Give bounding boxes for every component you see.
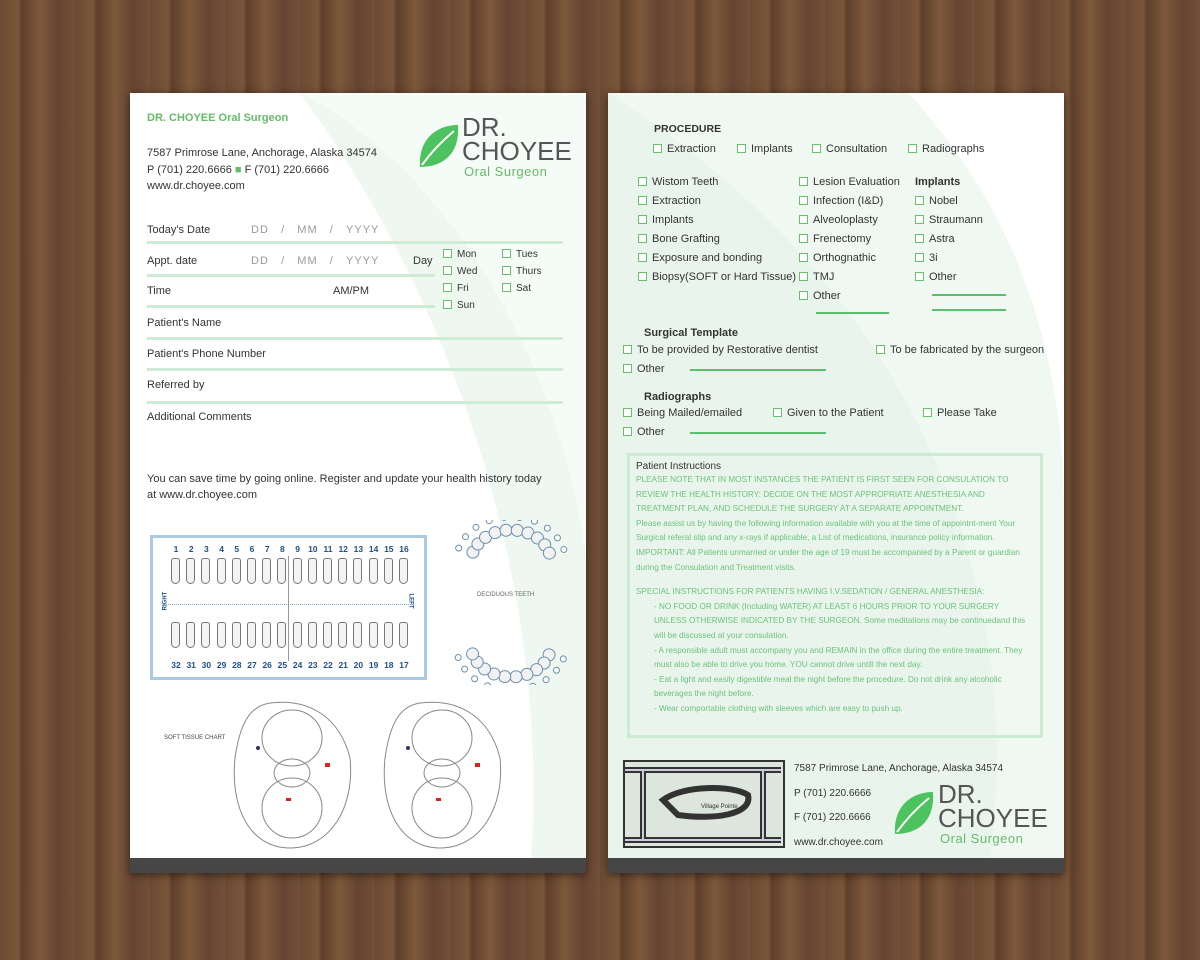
time-label: Time: [147, 285, 172, 297]
checkbox[interactable]: [799, 177, 808, 186]
tooth-number[interactable]: 21: [338, 660, 348, 670]
deciduous-marker-icon[interactable]: [561, 546, 567, 552]
instr-p2: Please assist us by having the following information available with you at the time of appointnt-ment Your Surgical referal slip and any x-rays if applicable, a List of medications, insurance policy information.: [636, 518, 1016, 543]
tooth-icon[interactable]: [201, 622, 210, 648]
tooth-number[interactable]: 24: [292, 660, 303, 670]
deciduous-teeth-chart: [448, 520, 574, 685]
ampm-label[interactable]: AM/PM: [333, 285, 370, 297]
bottom-strip: [608, 858, 1064, 873]
todays-date-label: Today's Date: [147, 224, 211, 236]
checkbox[interactable]: [737, 144, 746, 153]
tooth-icon[interactable]: [308, 622, 317, 648]
referred-by-field[interactable]: [147, 401, 563, 404]
tooth-number[interactable]: 12: [338, 544, 348, 554]
address: 7587 Primrose Lane, Anchorage, Alaska 34574: [147, 147, 377, 159]
patient-phone-label: Patient's Phone Number: [147, 348, 266, 360]
bottom-strip: [130, 858, 586, 873]
patient-instructions: [627, 453, 1043, 738]
divider: [147, 241, 563, 244]
radiograph-option[interactable]: Given to the Patient: [773, 407, 884, 419]
logo-subtitle: Oral Surgeon: [464, 164, 548, 179]
tooth-icon[interactable]: [171, 558, 180, 584]
leaf-logo-icon: [418, 123, 460, 169]
radiographs-heading: Radiographs: [644, 391, 712, 403]
checkbox[interactable]: [623, 408, 632, 417]
tooth-icon[interactable]: [247, 558, 256, 584]
svg-text:Village Pointe: Village Pointe: [701, 804, 738, 810]
tooth-number[interactable]: 20: [353, 660, 364, 670]
fax: F (701) 220.6666: [794, 812, 871, 823]
phone-fax: [147, 164, 329, 176]
deciduous-tooth-icon[interactable]: [489, 527, 501, 539]
deciduous-marker-icon[interactable]: [456, 545, 462, 551]
day-tues[interactable]: Tues: [502, 249, 538, 260]
day-thurs[interactable]: Thurs: [502, 266, 542, 277]
tooth-icon[interactable]: [308, 558, 317, 584]
deciduous-marker-icon[interactable]: [560, 656, 566, 662]
day-wed[interactable]: Wed: [443, 266, 477, 277]
surgical-template-heading: Surgical Template: [644, 327, 738, 339]
tooth-number[interactable]: 26: [262, 660, 272, 670]
deciduous-label: DECIDUOUS TEETH: [477, 592, 535, 598]
tooth-icon[interactable]: [399, 622, 408, 648]
appointment-card-back: [608, 93, 1064, 873]
day-mon[interactable]: Mon: [443, 249, 476, 260]
divider: [147, 305, 435, 308]
checkbox[interactable]: [915, 215, 924, 224]
tooth-number[interactable]: 4: [219, 544, 224, 554]
tooth-number[interactable]: 9: [295, 544, 300, 554]
tooth-icon[interactable]: [338, 558, 347, 584]
deciduous-marker-icon[interactable]: [531, 520, 537, 524]
tooth-icon[interactable]: [384, 622, 393, 648]
tooth-number[interactable]: 19: [368, 660, 379, 670]
deciduous-tooth-icon[interactable]: [521, 668, 533, 680]
checkbox[interactable]: [915, 196, 924, 205]
checkbox[interactable]: [638, 234, 647, 243]
tooth-icon[interactable]: [217, 622, 226, 648]
implant-other-line[interactable]: [932, 294, 1006, 296]
tooth-number[interactable]: 25: [277, 660, 288, 670]
deciduous-tooth-icon[interactable]: [500, 524, 512, 536]
brand-title: DR. CHOYEE Oral Surgeon: [147, 112, 289, 124]
deciduous-marker-icon[interactable]: [553, 667, 559, 673]
right-label: RIGHT: [162, 591, 169, 611]
tooth-number[interactable]: 14: [368, 544, 379, 554]
tooth-number[interactable]: 10: [308, 544, 318, 554]
deciduous-tooth-icon[interactable]: [511, 524, 523, 536]
procedure-option[interactable]: Consultation: [812, 143, 887, 155]
patient-phone-field[interactable]: [147, 368, 563, 371]
radiograph-option[interactable]: Being Mailed/emailed: [623, 407, 742, 419]
deciduous-marker-icon[interactable]: [543, 677, 549, 683]
tooth-number[interactable]: 31: [186, 660, 196, 670]
deciduous-marker-icon[interactable]: [463, 534, 469, 540]
radiograph-option[interactable]: Other: [623, 426, 665, 438]
patient-name-field[interactable]: [147, 337, 563, 340]
checkbox[interactable]: [915, 272, 924, 281]
checkbox[interactable]: [653, 144, 662, 153]
instr-p1: PLEASE NOTE THAT IN MOST INSTANCES THE PATIENT IS FIRST SEEN FOR CONSULATION TO REVIEW THE HEALTH HISTORY: DECIDE ON THE MOST APPROPRIATE ANESTHESIA AND TREATMENT PLAN, AND SCHEDULE THE SURGERY AT A SEPARATE APPOINTMENT.: [636, 475, 1009, 514]
comments-label: Additional Comments: [147, 411, 252, 423]
tooth-icon[interactable]: [232, 558, 241, 584]
surgical-template-option[interactable]: Other: [623, 363, 665, 375]
rad-other-line[interactable]: [690, 432, 826, 434]
soft-tissue-label: SOFT TISSUE CHART: [164, 735, 226, 741]
instr-p3: IMPORTANT: All Patients unmarried or under the age of 19 must be accompanied by a Parent or guardian during the Consulation and Treatment visits.: [636, 547, 1020, 572]
fax: F (701) 220.6666: [244, 164, 329, 176]
procedure-item[interactable]: Bone Grafting: [638, 233, 720, 245]
patient-name-label: Patient's Name: [147, 317, 222, 329]
deciduous-marker-icon[interactable]: [554, 535, 560, 541]
procedure-option[interactable]: Radiographs: [908, 143, 984, 155]
implant-other-line-2[interactable]: [932, 309, 1006, 311]
tooth-icon[interactable]: [353, 622, 362, 648]
checkbox[interactable]: [812, 144, 821, 153]
tooth-number[interactable]: 3: [204, 544, 209, 554]
online-note: You can save time by going online. Register and update your health history today: [147, 473, 542, 485]
implants-heading: Implants: [915, 176, 961, 188]
deciduous-tooth-icon[interactable]: [510, 671, 522, 683]
phone: P (701) 220.6666: [147, 164, 232, 176]
todays-date-field[interactable]: DD / MM / YYYY: [251, 224, 380, 236]
tooth-number[interactable]: 22: [323, 660, 333, 670]
tooth-number[interactable]: 32: [171, 660, 181, 670]
tooth-icon[interactable]: [232, 622, 241, 648]
implant-option[interactable]: Straumann: [915, 214, 983, 226]
procedure-item[interactable]: Extraction: [638, 195, 701, 207]
logo-dr: DR.: [938, 779, 983, 809]
tooth-number[interactable]: 7: [264, 544, 270, 554]
deciduous-tooth-icon[interactable]: [467, 648, 479, 660]
deciduous-marker-icon[interactable]: [530, 683, 536, 685]
phone: P (701) 220.6666: [794, 788, 872, 799]
implant-option[interactable]: Nobel: [915, 195, 958, 207]
referred-by-label: Referred by: [147, 379, 205, 391]
deciduous-marker-icon[interactable]: [517, 520, 523, 521]
instr-p4: SPECIAL INSTRUCTIONS FOR PATIENTS HAVING I.V.SEDATION / GENERAL ANESTHESIA:: [636, 587, 985, 597]
divider: [147, 274, 435, 277]
instr-b4: - Wear comportable clothing with sleeves which are easy to push up.: [654, 703, 903, 713]
tooth-icon[interactable]: [293, 622, 302, 648]
checkbox[interactable]: [623, 364, 632, 373]
appointment-card-front: [130, 93, 586, 873]
leaf-logo-icon: [893, 790, 935, 836]
deciduous-marker-icon[interactable]: [473, 524, 479, 530]
tooth-number[interactable]: 17: [399, 660, 409, 670]
procedure-item[interactable]: Implants: [638, 214, 694, 226]
deciduous-tooth-icon[interactable]: [543, 547, 555, 559]
logo-subtitle: Oral Surgeon: [940, 831, 1024, 846]
tooth-icon[interactable]: [369, 622, 378, 648]
tooth-icon[interactable]: [262, 558, 271, 584]
tooth-icon[interactable]: [338, 622, 347, 648]
appt-date-field[interactable]: DD / MM / YYYY: [251, 255, 380, 267]
soft-tissue-chart: [230, 698, 520, 853]
checkbox[interactable]: [799, 291, 808, 300]
procedure-item[interactable]: Other: [799, 290, 841, 302]
tooth-icon[interactable]: [186, 558, 195, 584]
checkbox[interactable]: [799, 272, 808, 281]
day-sat[interactable]: Sat: [502, 283, 531, 294]
tooth-number[interactable]: 23: [308, 660, 318, 670]
checkbox[interactable]: [799, 215, 808, 224]
appt-date-label: Appt. date: [147, 255, 198, 267]
tooth-number[interactable]: 8: [280, 544, 285, 554]
adult-teeth-chart: [150, 535, 427, 680]
location-map[interactable]: [623, 760, 785, 848]
tooth-icon[interactable]: [369, 558, 378, 584]
tooth-icon[interactable]: [323, 558, 332, 584]
tooth-number[interactable]: 29: [216, 660, 227, 670]
checkbox[interactable]: [799, 196, 808, 205]
tooth-number[interactable]: 2: [188, 544, 194, 554]
checkbox[interactable]: [638, 272, 647, 281]
procedure-item[interactable]: Infection (I&D): [799, 195, 883, 207]
checkbox[interactable]: [623, 345, 632, 354]
instr-b1: - NO FOOD OR DRINK (Including WATER) AT LEAST 6 HOURS PRIOR TO YOUR SURGERY UNLESS OTHERWISE INDICATED BY THE SURGEON. Some meditations may be continuedand this will be discussed at your consulation.: [654, 601, 1026, 640]
implant-option[interactable]: Astra: [915, 233, 955, 245]
logo-dr: DR.: [462, 112, 507, 142]
procedure-option[interactable]: Extraction: [653, 143, 716, 155]
procedure-item[interactable]: Alveoloplasty: [799, 214, 878, 226]
day-label: Day: [413, 255, 433, 267]
online-note-url: at www.dr.choyee.com: [147, 489, 258, 501]
surgical-template-option[interactable]: To be provided by Restorative dentist: [623, 344, 818, 356]
tooth-number[interactable]: 13: [353, 544, 364, 554]
tooth-icon[interactable]: [293, 558, 302, 584]
tooth-number[interactable]: 11: [323, 544, 333, 554]
tooth-icon[interactable]: [262, 622, 271, 648]
checkbox[interactable]: [915, 253, 924, 262]
checkbox[interactable]: [638, 177, 647, 186]
deciduous-marker-icon[interactable]: [462, 666, 468, 672]
instructions-title: Patient Instructions: [636, 461, 722, 472]
day-fri[interactable]: Fri: [443, 283, 469, 294]
tooth-number[interactable]: 16: [399, 544, 409, 554]
left-label: LEFT: [407, 593, 414, 609]
checkbox[interactable]: [876, 345, 885, 354]
procedure-item[interactable]: Lesion Evaluation: [799, 176, 900, 188]
tooth-number[interactable]: 6: [249, 544, 255, 554]
other-line[interactable]: [816, 312, 889, 314]
tooth-icon[interactable]: [217, 558, 226, 584]
tooth-icon[interactable]: [277, 558, 286, 584]
tooth-icon[interactable]: [353, 558, 362, 584]
procedure-item[interactable]: TMJ: [799, 271, 834, 283]
checkbox[interactable]: [908, 144, 917, 153]
tooth-number[interactable]: 5: [234, 544, 240, 554]
tooth-number[interactable]: 1: [173, 544, 179, 554]
deciduous-marker-icon[interactable]: [455, 655, 461, 661]
separator-icon: ■: [234, 164, 242, 176]
tooth-icon[interactable]: [399, 558, 408, 584]
tooth-number[interactable]: 18: [384, 660, 394, 670]
tooth-number[interactable]: 30: [201, 660, 212, 670]
tooth-number[interactable]: 15: [384, 544, 394, 554]
tooth-icon[interactable]: [323, 622, 332, 648]
tooth-icon[interactable]: [171, 622, 180, 648]
deciduous-tooth-icon[interactable]: [499, 671, 511, 683]
checkbox[interactable]: [623, 427, 632, 436]
checkbox[interactable]: [638, 215, 647, 224]
address: 7587 Primrose Lane, Anchorage, Alaska 34574: [794, 763, 1004, 774]
website: www.dr.choyee.com: [147, 180, 245, 192]
tooth-number[interactable]: 28: [232, 660, 242, 670]
checkbox[interactable]: [923, 408, 932, 417]
logo-name: CHOYEE: [462, 136, 572, 166]
logo-name: CHOYEE: [938, 803, 1048, 833]
checkbox[interactable]: [799, 253, 808, 262]
tooth-number[interactable]: 27: [247, 660, 257, 670]
checkbox[interactable]: [799, 234, 808, 243]
deciduous-marker-icon[interactable]: [472, 676, 478, 682]
st-other-line[interactable]: [690, 369, 826, 371]
procedure-option[interactable]: Implants: [737, 143, 793, 155]
day-sun[interactable]: Sun: [443, 300, 475, 311]
deciduous-marker-icon[interactable]: [544, 525, 550, 531]
checkbox[interactable]: [638, 253, 647, 262]
checkbox[interactable]: [915, 234, 924, 243]
instr-b3: - Eat a light and easily digestible meal the night before the procedure. Do not drink any alcoholic beverages the night before.: [654, 674, 1002, 699]
procedure-heading: PROCEDURE: [654, 123, 722, 135]
center-line: [288, 556, 289, 661]
tooth-icon[interactable]: [201, 558, 210, 584]
deciduous-marker-icon[interactable]: [486, 520, 492, 524]
surgical-template-option[interactable]: To be fabricated by the surgeon: [876, 344, 1044, 356]
implant-option[interactable]: 3i: [915, 252, 938, 264]
tooth-icon[interactable]: [186, 622, 195, 648]
implant-option[interactable]: Other: [915, 271, 957, 283]
tooth-icon[interactable]: [277, 622, 286, 648]
procedure-item[interactable]: Biopsy(SOFT or Hard Tissue): [638, 271, 796, 283]
radiograph-option[interactable]: Please Take: [923, 407, 997, 419]
procedure-item[interactable]: Wistom Teeth: [638, 176, 718, 188]
website: www.dr.choyee.com: [794, 837, 883, 848]
procedure-item[interactable]: Orthognathic: [799, 252, 876, 264]
procedure-item[interactable]: Exposure and bonding: [638, 252, 762, 264]
instr-b2: - A responsible adult must accompany you and REMAIN in the office during the entire treatment. They must also be able to drive you home. YOU cannot drive untill the next day.: [654, 645, 1023, 670]
deciduous-marker-icon[interactable]: [485, 683, 491, 685]
tooth-icon[interactable]: [247, 622, 256, 648]
checkbox[interactable]: [638, 196, 647, 205]
tooth-icon[interactable]: [384, 558, 393, 584]
procedure-item[interactable]: Frenectomy: [799, 233, 871, 245]
checkbox[interactable]: [773, 408, 782, 417]
